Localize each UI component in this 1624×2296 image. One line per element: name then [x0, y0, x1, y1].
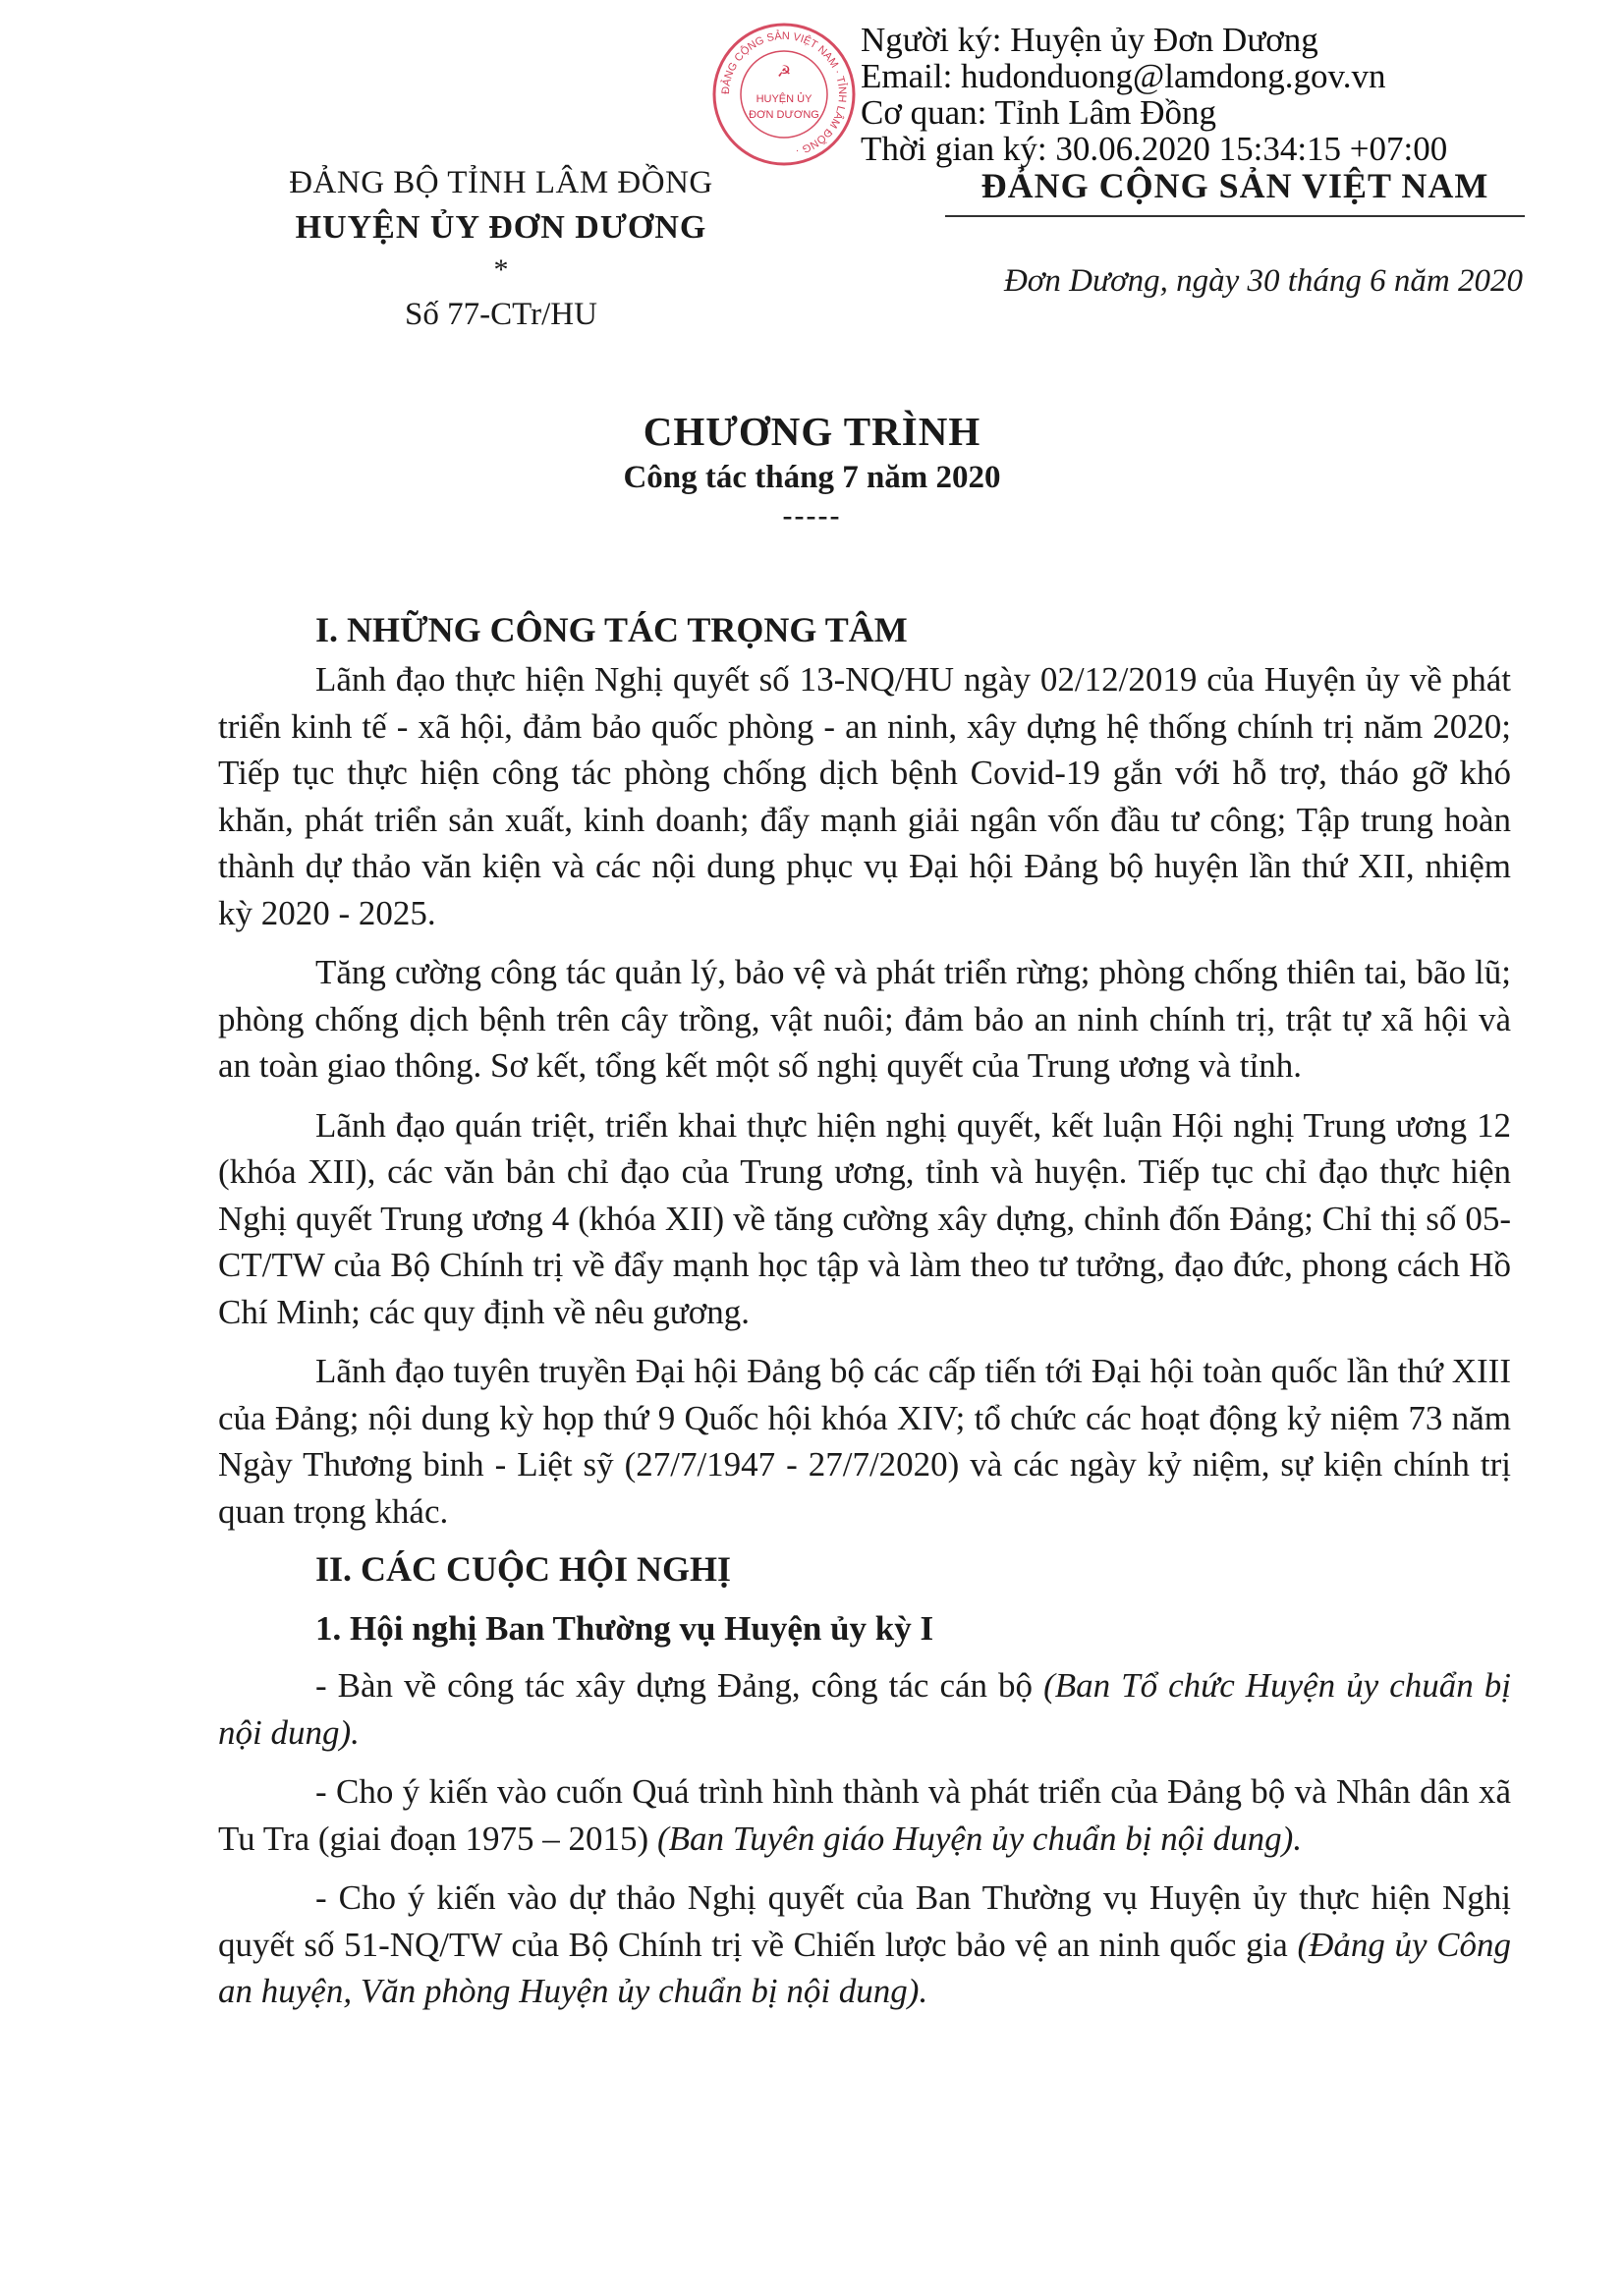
signature-signer: Người ký: Huyện ủy Đơn Dương [861, 21, 1318, 59]
seal-ring-text: ĐẢNG CỘNG SẢN VIỆT NAM · TỈNH LÂM ĐỒNG · [719, 29, 849, 157]
item-1-text: - Bàn về công tác xây dựng Đảng, công tác cán bộ [315, 1666, 1044, 1705]
section-1-paragraph-2: Tăng cường công tác quản lý, bảo vệ và phát triển rừng; phòng chống thiên tai, bão lũ; phòng chống dịch bệnh trên cây trồng, vật nuôi; đảm bảo an ninh chính trị, trật tự xã hội và an toàn giao thông. Sơ kết, tổng kết một số nghị quyết của Trung ương và tỉnh. [218, 953, 1511, 1085]
section-1-heading: I. NHỮNG CÔNG TÁC TRỌNG TÂM [315, 610, 908, 649]
section-1-paragraph-3: Lãnh đạo quán triệt, triển khai thực hiện nghị quyết, kết luận Hội nghị Trung ương 12 (khóa XII), các văn bản chỉ đạo của Trung ương, tỉnh và huyện. Tiếp tục chỉ đạo thực hiện Nghị quyết Trung ương 4 (khóa XII) về tăng cường xây dựng, chỉnh đốn Đảng; Chỉ thị số 05-CT/TW của Bộ Chính trị về đẩy mạnh học tập và làm theo tư tưởng, đạo đức, phong cách Hồ Chí Minh; các quy định về nêu gương. [218, 1105, 1511, 1331]
section-2-item-2 [218, 1768, 1511, 1862]
seal-line2: ĐƠN DƯƠNG [749, 109, 819, 121]
signature-email: Email: hudonduong@lamdong.gov.vn [861, 57, 1386, 95]
org-name: HUYỆN ỦY ĐƠN DƯƠNG [295, 209, 707, 246]
header-underline [945, 215, 1525, 217]
title-separator: ----- [782, 499, 842, 532]
section-2-subheading-1: 1. Hội nghị Ban Thường vụ Huyện ủy kỳ I [315, 1609, 934, 1648]
signature-time: Thời gian ký: 30.06.2020 15:34:15 +07:00 [861, 130, 1448, 168]
seal-line1: HUYỆN ỦY [756, 93, 812, 105]
party-seal-stamp [709, 20, 859, 169]
document-body [218, 603, 1511, 2015]
section-2-item-1 [218, 1662, 1511, 1756]
hammer-sickle-icon: ☭ [776, 62, 792, 81]
document-number: Số 77-CTr/HU [405, 297, 597, 332]
document-subtitle: Công tác tháng 7 năm 2020 [623, 460, 1001, 495]
section-2-item-3 [218, 1875, 1511, 2015]
item-1-note: (Ban Tổ chức Huyện ủy chuẩn bị nội dung). [218, 1666, 1511, 1752]
item-3-note: (Đảng ủy Công an huyện, Văn phòng Huyện ủy chuẩn bị nội dung). [218, 1925, 1511, 2010]
document-date: Đơn Dương, ngày 30 tháng 6 năm 2020 [1003, 263, 1523, 299]
section-2-heading: II. CÁC CUỘC HỘI NGHỊ [315, 1549, 732, 1589]
section-1-paragraph-4: Lãnh đạo tuyên truyền Đại hội Đảng bộ các cấp tiến tới Đại hội toàn quốc lần thứ XIII của Đảng; nội dung kỳ họp thứ 9 Quốc hội khóa XIV; tổ chức các hoạt động kỷ niệm 73 năm Ngày Thương binh - Liệt sỹ (27/7/1947 - 27/7/2020) và các ngày kỷ niệm, sự kiện chính trị quan trọng khác. [218, 1352, 1511, 1531]
org-star: * [493, 253, 509, 286]
digital-signature-block [861, 22, 1447, 167]
item-2-note: (Ban Tuyên giáo Huyện ủy chuẩn bị nội dung). [656, 1819, 1303, 1858]
section-1-paragraph-1: Lãnh đạo thực hiện Nghị quyết số 13-NQ/HU ngày 02/12/2019 của Huyện ủy về phát triển kinh tế - xã hội, đảm bảo quốc phòng - an ninh, xây dựng hệ thống chính trị năm 2020; Tiếp tục thực hiện công tác phòng chống dịch bệnh Covid-19 gắn với hỗ trợ, tháo gỡ khó khăn, phát triển sản xuất, kinh doanh; đẩy mạnh giải ngân vốn đầu tư công; Tập trung hoàn thành dự thảo văn kiện và các nội dung phục vụ Đại hội Đảng bộ huyện lần thứ XII, nhiệm kỳ 2020 - 2025. [218, 660, 1511, 932]
party-name-header: ĐẢNG CỘNG SẢN VIỆT NAM [980, 166, 1489, 205]
document-title: CHƯƠNG TRÌNH [643, 409, 981, 454]
item-3-text: - Cho ý kiến vào dự thảo Nghị quyết của Ban Thường vụ Huyện ủy thực hiện Nghị quyết số 51-NQ/TW của Bộ Chính trị về Chiến lược bảo vệ an ninh quốc gia [218, 1878, 1511, 1964]
org-parent: ĐẢNG BỘ TỈNH LÂM ĐỒNG [289, 165, 713, 200]
item-2-text: - Cho ý kiến vào cuốn Quá trình hình thành và phát triển của Đảng bộ và Nhân dân xã Tu Tra (giai đoạn 1975 – 2015) [218, 1772, 1511, 1858]
signature-agency: Cơ quan: Tỉnh Lâm Đồng [861, 93, 1216, 132]
